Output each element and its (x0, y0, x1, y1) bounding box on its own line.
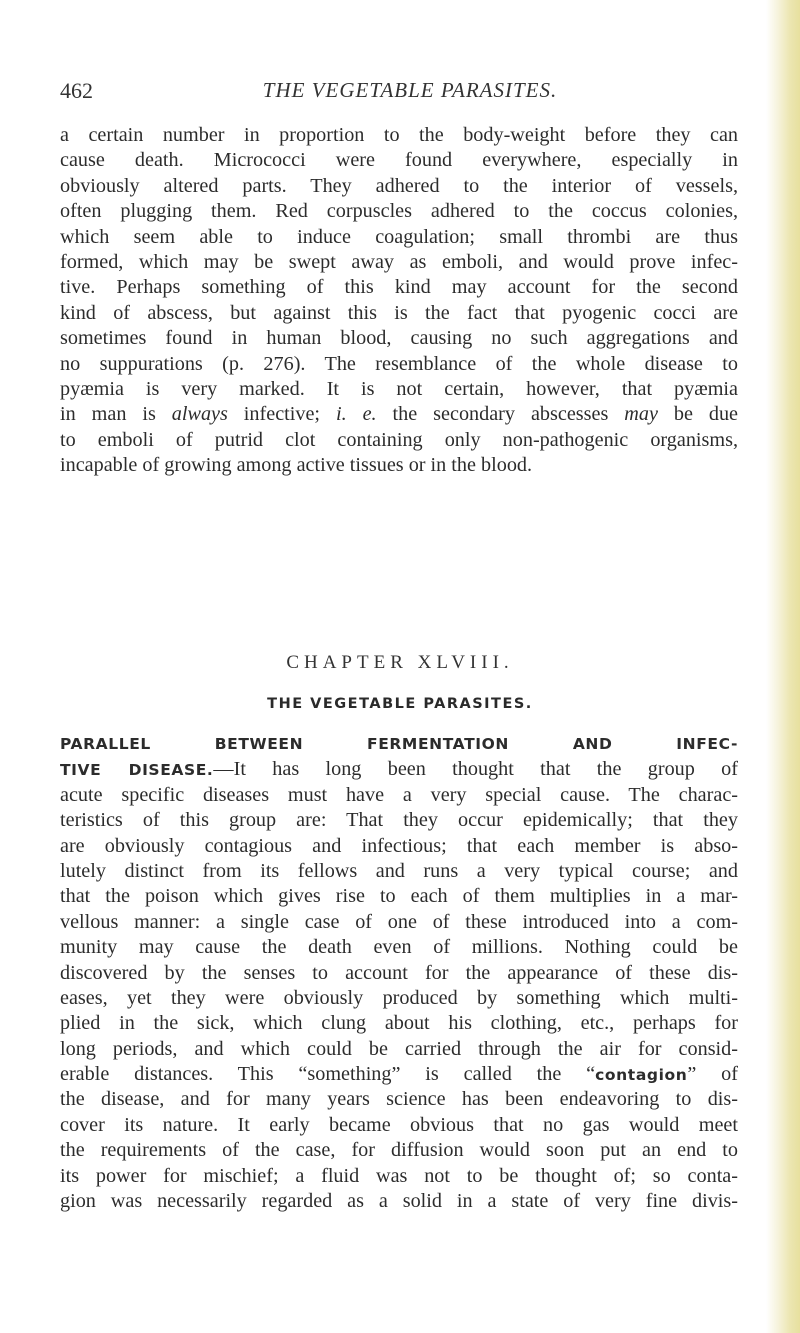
text-run: be due (657, 403, 738, 426)
text-line: acute specific diseases must have a very special cause. The charac- (60, 783, 738, 806)
text-line: munity may cause the death even of millions. Nothing could be (60, 936, 738, 959)
emphasis-run: may (624, 403, 658, 426)
text-line: kind of abscess, but against this is the fact that pyogenic cocci are (60, 301, 738, 324)
text-line: cover its nature. It early became obvious that no gas would meet (60, 1113, 738, 1136)
section-heading: PARALLEL BETWEEN FERMENTATION AND INFEC- (60, 735, 738, 753)
text-line: tive. Perhaps something of this kind may account for the second (60, 276, 738, 299)
text-line: plied in the sick, which clung about his clothing, etc., perhaps for (60, 1012, 738, 1035)
text-line: discovered by the senses to account for the appearance of these dis- (60, 961, 738, 984)
text-line (60, 757, 738, 782)
running-head (60, 78, 760, 106)
text-line: incapable of growing among active tissues or in the blood. (60, 454, 533, 477)
text-line: obviously altered parts. They adhered to the interior of vessels, (60, 174, 738, 197)
text-line: long periods, and which could be carried through the air for consid- (60, 1037, 738, 1060)
text-line: its power for mischief; a fluid was not to be thought of; so conta- (60, 1164, 738, 1187)
text-line: which seem able to induce coagulation; small thrombi are thus (60, 225, 738, 248)
emphasis-run: always (171, 403, 228, 426)
text-line: are obviously contagious and infectious; that each member is abso- (60, 834, 738, 857)
chapter-subject: THE VEGETABLE PARASITES. (267, 696, 533, 712)
running-title: THE VEGETABLE PARASITES. (262, 78, 558, 102)
text-line: lutely distinct from its fellows and runs a very typical course; and (60, 859, 738, 882)
text-line: eases, yet they were obviously produced by something which multi- (60, 986, 738, 1009)
text-run: in man is (60, 403, 172, 426)
text-line: pyæmia is very marked. It is not certain, however, that pyæmia (60, 377, 738, 400)
chapter-heading: CHAPTER XLVIII. (286, 652, 514, 673)
contagion-term: contagion (595, 1066, 688, 1085)
text-run: the secondary abscesses (376, 403, 625, 426)
text-line: gion was necessarily regarded as a solid in a state of very fine divis- (60, 1190, 738, 1213)
paragraph-2 (60, 732, 738, 1214)
text-line: sometimes found in human blood, causing no such aggregations and (60, 327, 738, 350)
text-line: that the poison which gives rise to each of them multiplies in a mar- (60, 885, 738, 908)
text-line: formed, which may be swept away as emboli, and would prove infec- (60, 250, 738, 273)
text-line: often plugging them. Red corpuscles adhered to the coccus colonies, (60, 200, 738, 223)
text-run: —It has long been thought that the group of (213, 758, 738, 781)
text-line: teristics of this group are: That they occur epidemically; that they (60, 809, 738, 832)
text-line (60, 402, 738, 427)
text-run: ” of (687, 1063, 738, 1086)
emphasis-run: i. e. (335, 403, 377, 426)
text-run: infective; (227, 403, 336, 426)
text-line (60, 1062, 738, 1087)
text-line: the requirements of the case, for diffusion would soon put an end to (60, 1139, 738, 1162)
text-line: no suppurations (p. 276). The resemblance of the whole disease to (60, 352, 738, 375)
text-run: erable distances. This “something” is called the “ (60, 1063, 596, 1086)
text-line: the disease, and for many years science has been endeavoring to dis- (60, 1088, 738, 1111)
page-number: 462 (60, 78, 93, 103)
text-line: a certain number in proportion to the body-weight before they can (60, 124, 738, 146)
text-line: vellous manner: a single case of one of these introduced into a com- (60, 910, 738, 933)
text-line: to emboli of putrid clot containing only non-pathogenic organisms, (60, 428, 738, 451)
paragraph-1 (60, 123, 738, 478)
section-heading-tail: TIVE DISEASE. (60, 761, 214, 780)
page-edge (766, 0, 800, 1333)
text-line: cause death. Micrococci were found everywhere, especially in (60, 149, 738, 172)
